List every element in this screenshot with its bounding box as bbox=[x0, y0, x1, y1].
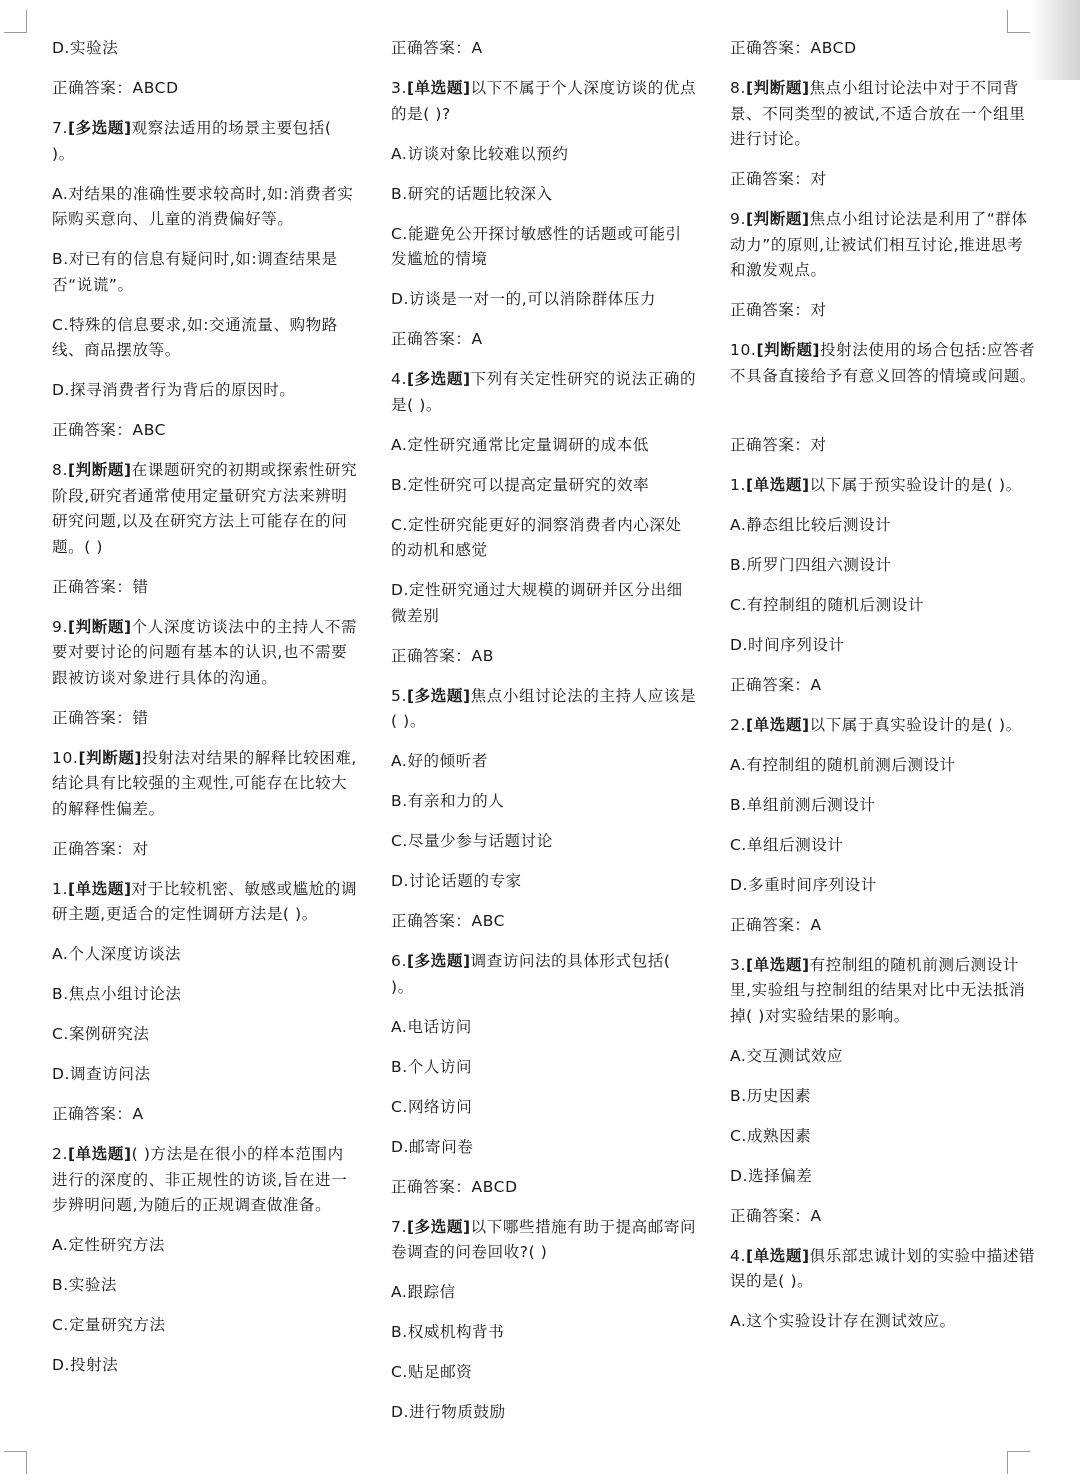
option-line: D.访谈是一对一的,可以消除群体压力 bbox=[391, 290, 657, 308]
question-type: [判断题] bbox=[68, 461, 132, 479]
question-number: 2. bbox=[52, 1145, 68, 1163]
answer-line: 正确答案：ABC bbox=[391, 912, 506, 930]
question-text: 投射法对结果的解释比较困难,结论具有比较强的主观性,可能存在比较大的解释性偏差。 bbox=[52, 748, 357, 818]
option-line: A.访谈对象比较难以预约 bbox=[391, 144, 569, 163]
question-text: 焦点小组讨论法是利用了“群体动力”的原则,让被试们相互讨论,推进思考和激发观点。 bbox=[730, 210, 1028, 279]
option-line: A.定性研究方法 bbox=[52, 1236, 166, 1254]
option-line: A.跟踪信 bbox=[391, 1283, 456, 1301]
option-line: C.定性研究能更好的洞察消费者内心深处的动机和感觉 bbox=[391, 515, 682, 559]
question-text: 调查访问法的具体形式包括( )。 bbox=[391, 952, 671, 996]
question-type: [单选题] bbox=[407, 79, 471, 97]
question-text: 以下属于真实验设计的是( )。 bbox=[809, 715, 1022, 734]
question-text: 以下不属于个人深度访谈的优点的是( )? bbox=[391, 79, 697, 123]
crop-mark-top-left bbox=[4, 10, 27, 33]
question-number: 3. bbox=[391, 79, 407, 97]
answer-line: 正确答案：A bbox=[730, 1206, 822, 1225]
question-type: [单选题] bbox=[746, 1246, 810, 1265]
question-text: 对于比较机密、敏感或尴尬的调研主题,更适合的定性调研方法是( )。 bbox=[52, 879, 358, 923]
option-line: D.多重时间序列设计 bbox=[730, 875, 877, 894]
column-right bbox=[730, 36, 1036, 1349]
answer-line: 正确答案：A bbox=[730, 915, 822, 934]
question bbox=[391, 1215, 697, 1266]
option-line: C.定量研究方法 bbox=[52, 1316, 166, 1334]
answer-line: 正确答案：对 bbox=[730, 435, 827, 454]
question bbox=[52, 1142, 358, 1219]
option-line: B.焦点小组讨论法 bbox=[52, 985, 182, 1003]
question-type: [判断题] bbox=[746, 79, 810, 97]
answer-line: 正确答案：A bbox=[52, 1105, 144, 1123]
answer-line: 正确答案：ABCD bbox=[52, 79, 179, 97]
option-line: D.定性研究通过大规模的调研并区分出细微差别 bbox=[391, 581, 683, 625]
crop-mark-bottom-right bbox=[1007, 1451, 1030, 1474]
option-line: B.权威机构背书 bbox=[391, 1323, 505, 1341]
answer-line: 正确答案：ABCD bbox=[391, 1177, 518, 1196]
question-number: 7. bbox=[52, 119, 68, 137]
question bbox=[730, 713, 1036, 739]
option-line: B.单组前测后测设计 bbox=[730, 795, 876, 814]
question bbox=[730, 953, 1036, 1030]
question-number: 1. bbox=[52, 879, 68, 898]
answer-line: 正确答案：对 bbox=[730, 301, 827, 319]
question-type: [判断题] bbox=[78, 748, 143, 767]
question-type: [多选题] bbox=[407, 952, 471, 970]
option-line: B.个人访问 bbox=[391, 1057, 473, 1076]
option-line: B.有亲和力的人 bbox=[391, 792, 505, 810]
question-text: 以下属于预实验设计的是( )。 bbox=[809, 475, 1022, 494]
question-type: [多选题] bbox=[407, 686, 471, 705]
question-number: 4. bbox=[730, 1246, 746, 1265]
question-type: [判断题] bbox=[756, 341, 821, 359]
option-line: D.进行物质鼓励 bbox=[391, 1403, 506, 1421]
page-curl-shadow bbox=[1030, 0, 1080, 80]
question-text: 个人深度访谈法中的主持人不需要对要讨论的问题有基本的认识,也不需要跟被访谈对象进行具体的沟通。 bbox=[52, 617, 358, 687]
crop-mark-bottom-left bbox=[4, 1451, 27, 1474]
answer-line: 正确答案：ABCD bbox=[730, 39, 857, 57]
question bbox=[730, 338, 1036, 389]
question-text: 有控制组的随机前测后测设计里,实验组与控制组的结果对比中无法抵消掉( )对实验结果的影响。 bbox=[730, 955, 1026, 1025]
option-line: D.实验法 bbox=[52, 39, 119, 57]
question-number: 4. bbox=[391, 370, 407, 388]
question bbox=[730, 1244, 1036, 1295]
option-line: C.成熟因素 bbox=[730, 1126, 812, 1145]
question-type: [判断题] bbox=[68, 617, 132, 636]
question-type: [单选题] bbox=[68, 879, 132, 898]
question-number: 10. bbox=[52, 748, 79, 767]
question-type: [单选题] bbox=[68, 1145, 132, 1163]
option-line: D.调查访问法 bbox=[52, 1065, 151, 1083]
option-line: B.历史因素 bbox=[730, 1086, 812, 1105]
answer-line: 正确答案：A bbox=[391, 330, 483, 348]
question-number: 9. bbox=[52, 617, 68, 636]
option-line: C.案例研究法 bbox=[52, 1025, 150, 1043]
question bbox=[52, 877, 358, 928]
question-text: 投射法使用的场合包括:应答者不具备直接给予有意义回答的情境或问题。 bbox=[730, 341, 1036, 385]
option-line: C.有控制组的随机后测设计 bbox=[730, 595, 925, 614]
question bbox=[391, 684, 697, 735]
question bbox=[730, 473, 1036, 499]
option-line: C.尽量少参与话题讨论 bbox=[391, 832, 553, 850]
option-line: A.对结果的准确性要求较高时,如:消费者实际购买意向、儿童的消费偏好等。 bbox=[52, 184, 354, 228]
question-number: 1. bbox=[730, 475, 746, 494]
column-left bbox=[52, 36, 358, 1393]
question-type: [单选题] bbox=[746, 475, 810, 494]
question bbox=[730, 207, 1036, 284]
question-text: 焦点小组讨论法的主持人应该是( )。 bbox=[391, 686, 697, 730]
question-type: [多选题] bbox=[68, 119, 132, 137]
answer-line: 正确答案：对 bbox=[52, 839, 149, 858]
answer-line: 正确答案：ABC bbox=[52, 421, 167, 439]
option-line: D.选择偏差 bbox=[730, 1166, 813, 1185]
option-line: B.研究的话题比较深入 bbox=[391, 184, 553, 203]
question-text: 观察法适用的场景主要包括( )。 bbox=[52, 119, 332, 163]
question-type: [多选题] bbox=[407, 1217, 471, 1236]
question-number: 9. bbox=[730, 210, 746, 228]
answer-line: 正确答案：A bbox=[730, 675, 822, 694]
question-number: 5. bbox=[391, 686, 407, 705]
question-number: 8. bbox=[730, 79, 746, 97]
option-line: A.交互测试效应 bbox=[730, 1046, 844, 1065]
question-number: 2. bbox=[730, 715, 746, 734]
option-line: A.定性研究通常比定量调研的成本低 bbox=[391, 435, 649, 454]
question-number: 3. bbox=[730, 955, 746, 974]
question bbox=[52, 615, 358, 692]
option-line: C.能避免公开探讨敏感性的话题或可能引发尴尬的情境 bbox=[391, 224, 682, 268]
crop-mark-top-right bbox=[1007, 10, 1030, 33]
question-type: [单选题] bbox=[746, 715, 810, 734]
option-line: B.对已有的信息有疑问时,如:调查结果是否“说谎”。 bbox=[52, 250, 338, 294]
question-number: 8. bbox=[52, 461, 68, 479]
question-text: ( )方法是在很小的样本范围内进行的深度的、非正规性的访谈,旨在进一步辨明问题,为随后的正规调查做准备。 bbox=[52, 1145, 348, 1214]
option-line: B.实验法 bbox=[52, 1276, 118, 1294]
answer-line: 正确答案：A bbox=[391, 39, 483, 57]
option-line: B.所罗门四组六测设计 bbox=[730, 555, 892, 574]
question bbox=[391, 367, 697, 418]
option-line: C.单组后测设计 bbox=[730, 835, 844, 854]
question bbox=[52, 458, 358, 560]
question-type: [单选题] bbox=[746, 955, 810, 974]
spacer bbox=[730, 404, 1036, 433]
option-line: D.讨论话题的专家 bbox=[391, 872, 522, 890]
question-type: [多选题] bbox=[407, 370, 471, 388]
question bbox=[391, 949, 697, 1000]
question-number: 10. bbox=[730, 341, 757, 359]
answer-line: 正确答案：错 bbox=[52, 708, 149, 727]
option-line: D.探寻消费者行为背后的原因时。 bbox=[52, 381, 296, 399]
question-type: [判断题] bbox=[746, 210, 810, 228]
option-line: C.特殊的信息要求,如:交通流量、购物路线、商品摆放等。 bbox=[52, 315, 338, 359]
answer-line: 正确答案：错 bbox=[52, 577, 149, 596]
option-line: A.这个实验设计存在测试效应。 bbox=[730, 1312, 956, 1330]
option-line: D.邮寄问卷 bbox=[391, 1137, 474, 1156]
question-number: 7. bbox=[391, 1217, 407, 1236]
option-line: B.定性研究可以提高定量研究的效率 bbox=[391, 475, 650, 494]
answer-line: 正确答案：对 bbox=[730, 170, 827, 188]
question-text: 焦点小组讨论法中对于不同背景、不同类型的被试,不适合放在一个组里进行讨论。 bbox=[730, 79, 1026, 148]
option-line: A.静态组比较后测设计 bbox=[730, 515, 892, 534]
question bbox=[730, 76, 1036, 153]
option-line: A.电话访问 bbox=[391, 1017, 472, 1036]
option-line: D.投射法 bbox=[52, 1356, 119, 1374]
answer-line: 正确答案：AB bbox=[391, 646, 494, 665]
question-text: 在课题研究的初期或探索性研究阶段,研究者通常使用定量研究方法来辨明研究问题,以及在研究方法上可能存在的问题。( ) bbox=[52, 461, 358, 556]
question-number: 6. bbox=[391, 952, 407, 970]
option-line: A.个人深度访谈法 bbox=[52, 945, 182, 963]
option-line: A.有控制组的随机前测后测设计 bbox=[730, 755, 956, 774]
question-text: 俱乐部忠诚计划的实验中描述错误的是( )。 bbox=[730, 1246, 1036, 1290]
column-middle bbox=[391, 36, 697, 1440]
option-line: C.网络访问 bbox=[391, 1097, 473, 1116]
question bbox=[52, 116, 358, 167]
option-line: A.好的倾听者 bbox=[391, 752, 488, 770]
question bbox=[391, 76, 697, 127]
question bbox=[52, 746, 358, 823]
question-text: 下列有关定性研究的说法正确的是( )。 bbox=[391, 370, 697, 414]
question-text: 以下哪些措施有助于提高邮寄问卷调查的问卷回收?( ) bbox=[391, 1217, 697, 1261]
option-line: C.贴足邮资 bbox=[391, 1363, 473, 1381]
option-line: D.时间序列设计 bbox=[730, 635, 845, 654]
